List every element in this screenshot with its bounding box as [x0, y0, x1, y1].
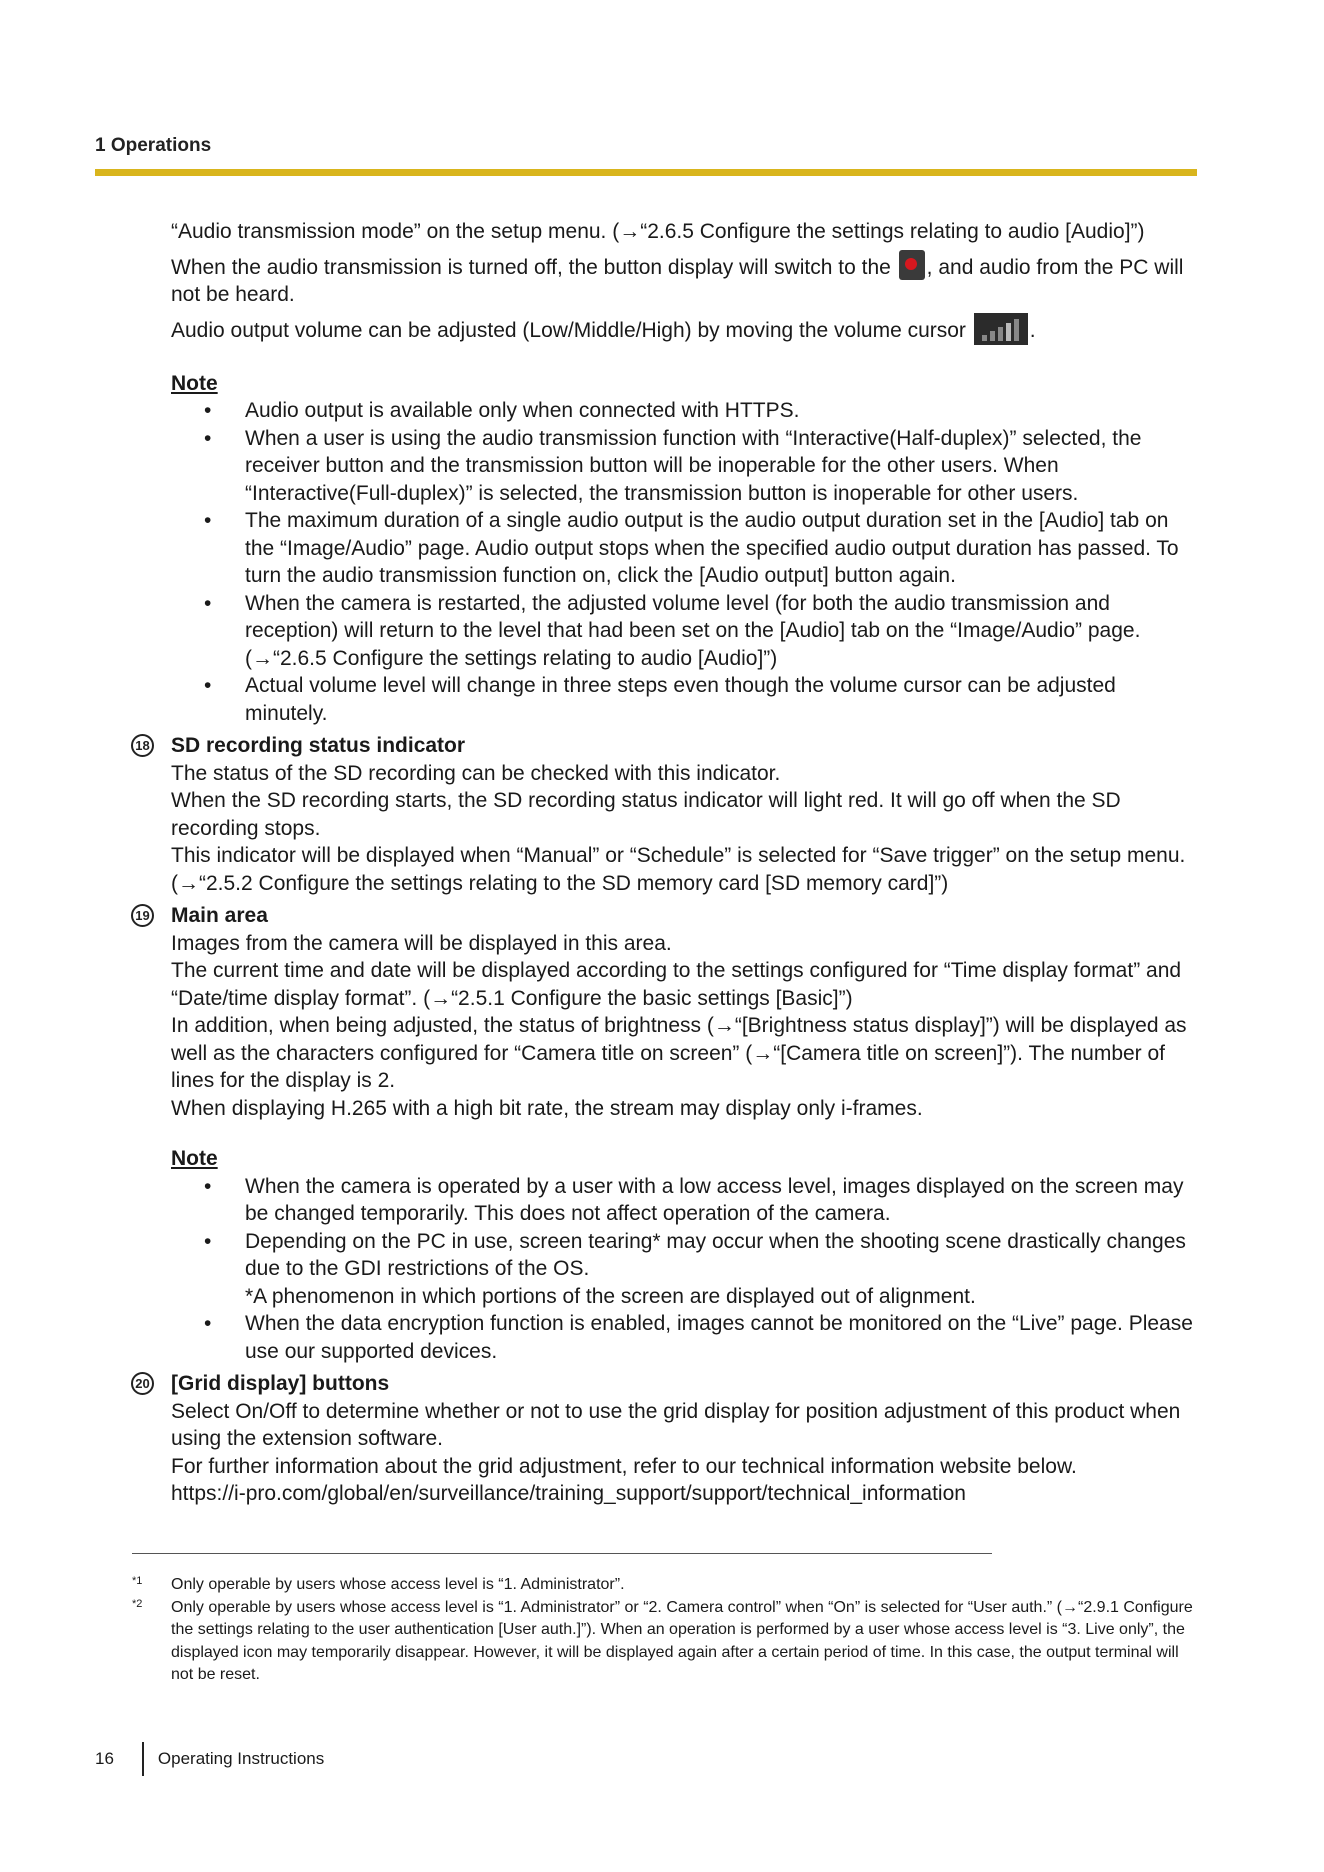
item-number-18: 18 — [131, 734, 154, 757]
section-header: 1 Operations — [95, 135, 212, 156]
bullet-icon: • — [204, 509, 212, 532]
list-item: • When the camera is operated by a user with a low access level, images displayed on the screen may be changed temporarily. This does not affect operation of the camera. — [204, 1174, 1184, 1225]
technical-info-url[interactable]: https://i-pro.com/global/en/surveillance/training_support/support/technical_information — [171, 1482, 966, 1505]
bullet-icon: • — [204, 426, 212, 450]
header-rule — [95, 169, 1197, 176]
audio-off-button-icon — [899, 250, 925, 280]
page-footer — [95, 1742, 324, 1776]
intro-line-3a: Audio output volume can be adjusted (Low/Middle/High) by moving the volume cursor — [171, 318, 972, 342]
item-paragraph: This indicator will be displayed when “Manual” or “Schedule” is selected for “Save trigger” on the setup menu. (→“2.5.2 Configure the settings relating to the SD memory card [SD memory card]”) — [171, 844, 1186, 895]
page-content — [135, 218, 1199, 1508]
footnote-rule — [132, 1553, 992, 1554]
footer-separator — [142, 1742, 144, 1776]
intro-line-2a: When the audio transmission is turned off, the button display will switch to the — [171, 255, 897, 279]
item-title: [Grid display] buttons — [171, 1372, 390, 1395]
list-item: • When the data encryption function is enabled, images cannot be monitored on the “Live” page. Please use our supported devices. — [204, 1312, 1193, 1363]
bullet-icon: • — [204, 1174, 212, 1198]
list-item: • Audio output is available only when connected with HTTPS. — [171, 397, 1199, 425]
bullet-icon: • — [204, 591, 212, 615]
list-item: • The maximum duration of a single audio output is the audio output duration set in the [Audio] tab on the “Image/Audio” page. Audio output stops when the specified audio output duration has passed. To turn the audio transmission function on, click the [Audio output] button again. — [204, 509, 1179, 587]
item-paragraph: Select On/Off to determine whether or not to use the grid display for position adjustment of this product when using the extension software. — [171, 1399, 1181, 1450]
intro-line-2 — [171, 250, 1199, 309]
item-paragraph: Images from the camera will be displayed in this area. — [171, 931, 672, 955]
item-paragraph: The status of the SD recording can be checked with this indicator. — [171, 761, 781, 785]
item-number-20: 20 — [131, 1372, 154, 1395]
page-number: 16 — [95, 1749, 114, 1768]
item-paragraph: For further information about the grid adjustment, refer to our technical information website below. — [171, 1454, 1077, 1478]
item-20-grid-display-buttons — [135, 1370, 1199, 1508]
bullet-icon: • — [204, 1312, 212, 1335]
item-19-main-area — [135, 902, 1199, 1122]
item-paragraph: The current time and date will be displayed according to the settings configured for “Time display format” and “Date/time display format”. (→“2.5.1 Configure the basic settings [Basic]”) — [171, 959, 1182, 1010]
item-number-19: 19 — [131, 904, 154, 927]
bullet-icon: • — [204, 399, 212, 422]
footnote-2: *2 Only operable by users whose access level is “1. Administrator” or “2. Camera control” when “On” is selected for “User auth.” (→“2.9.1 Configure the settings relating to the user authentication [User auth.]”). When an operation is performed by a user whose access level is “3. Live only”, the displayed icon may temporarily disappear. However, it will be displayed again after a certain period of time. In this case, the output terminal will not be reset. — [132, 1597, 1200, 1687]
intro-line-3b: . — [1029, 318, 1036, 342]
list-item: • Depending on the PC in use, screen tearing* may occur when the shooting scene drastically changes due to the GDI restrictions of the OS. *A phenomenon in which portions of the screen are displayed out of alignment. — [204, 1229, 1186, 1308]
document-title: Operating Instructions — [157, 1749, 325, 1768]
item-paragraph: When displaying H.265 with a high bit rate, the stream may display only i-frames. — [171, 1096, 923, 1120]
footnote-mark: *1 — [132, 1575, 143, 1587]
intro-line-2b: , and audio from the PC will not be heard. — [171, 255, 1184, 306]
item-18-sd-recording-status — [135, 732, 1199, 897]
item-title: SD recording status indicator — [171, 734, 466, 757]
note-title-1: Note — [171, 371, 218, 395]
bullet-icon: • — [204, 1229, 212, 1253]
item-paragraph: When the SD recording starts, the SD recording status indicator will light red. It will go off when the SD recording stops. — [171, 789, 1121, 840]
item-paragraph: In addition, when being adjusted, the status of brightness (→“[Brightness status display]”) will be displayed as well as the characters configured for “Camera title on screen” (→“[Camera title on screen]”). The number of lines for the display is 2. — [171, 1014, 1187, 1092]
footnote-mark: *2 — [132, 1597, 143, 1610]
note-title-2: Note — [171, 1147, 218, 1170]
note-list-1 — [171, 397, 1199, 727]
list-item: • When a user is using the audio transmission function with “Interactive(Half-duplex)” selected, the receiver button and the transmission button will be inoperable for the other users. When “Interactive(Full-duplex)” is selected, the transmission button is inoperable for other users. — [204, 426, 1142, 505]
bullet-icon: • — [204, 674, 212, 697]
list-item: • When the camera is restarted, the adjusted volume level (for both the audio transmission and reception) will return to the level that had been set on the [Audio] tab on the “Image/Audio” page. (→“2.6.5 Configure the settings relating to audio [Audio]”) — [204, 591, 1141, 670]
intro-line-1: “Audio transmission mode” on the setup menu. (→“2.6.5 Configure the settings relating to audio [Audio]”) — [171, 220, 1145, 243]
intro-line-3 — [171, 313, 1199, 345]
footnotes — [132, 1574, 1200, 1687]
volume-cursor-icon — [974, 313, 1028, 345]
item-title: Main area — [171, 904, 268, 927]
footnote-asterisk-text: *A phenomenon in which portions of the screen are displayed out of alignment. — [245, 1284, 976, 1308]
list-item: • Actual volume level will change in three steps even though the volume cursor can be adjusted minutely. — [204, 674, 1116, 725]
note-list-2 — [171, 1173, 1199, 1366]
footnote-1: *1 Only operable by users whose access level is “1. Administrator”. — [132, 1574, 1200, 1597]
